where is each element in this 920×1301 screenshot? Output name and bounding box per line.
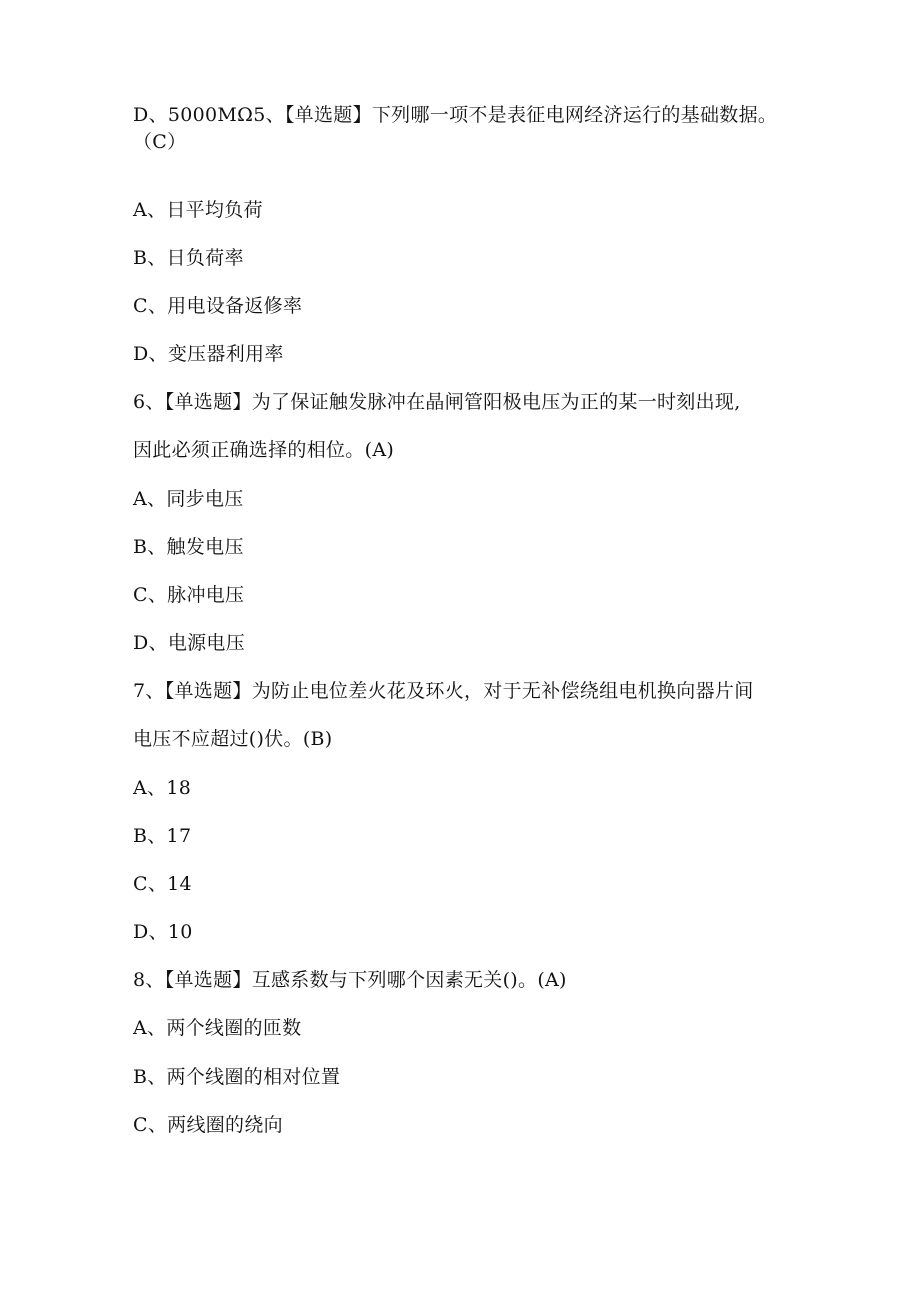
text-line: A、两个线圈的匝数: [133, 1017, 302, 1039]
text-line: （C）: [133, 131, 187, 153]
text-line: B、两个线圈的相对位置: [133, 1066, 341, 1088]
text-line: D、5000MΩ5、【单选题】下列哪一项不是表征电网经济运行的基础数据。: [133, 104, 778, 126]
text-line: 8、【单选题】互感系数与下列哪个因素无关()。(A): [133, 969, 567, 991]
text-line: 因此必须正确选择的相位。(A): [133, 439, 395, 461]
text-line: C、14: [133, 873, 192, 895]
text-line: B、触发电压: [133, 536, 244, 558]
text-line: D、10: [133, 921, 193, 943]
text-line: B、日负荷率: [133, 247, 244, 269]
text-line: 7、【单选题】为防止电位差火花及环火，对于无补偿绕组电机换向器片间: [133, 680, 754, 702]
text-line: C、脉冲电压: [133, 584, 245, 606]
text-line: D、变压器利用率: [133, 343, 284, 365]
text-line: C、两线圈的绕向: [133, 1114, 283, 1136]
text-line: A、同步电压: [133, 488, 244, 510]
text-line: C、用电设备返修率: [133, 295, 303, 317]
text-line: A、日平均负荷: [133, 199, 263, 221]
text-line: D、电源电压: [133, 632, 246, 654]
text-line: 电压不应超过()伏。(B): [133, 728, 333, 750]
text-line: A、18: [133, 777, 192, 799]
text-line: B、17: [133, 825, 192, 847]
text-line: 6、【单选题】为了保证触发脉冲在晶闸管阳极电压为正的某一时刻出现,: [133, 391, 741, 413]
